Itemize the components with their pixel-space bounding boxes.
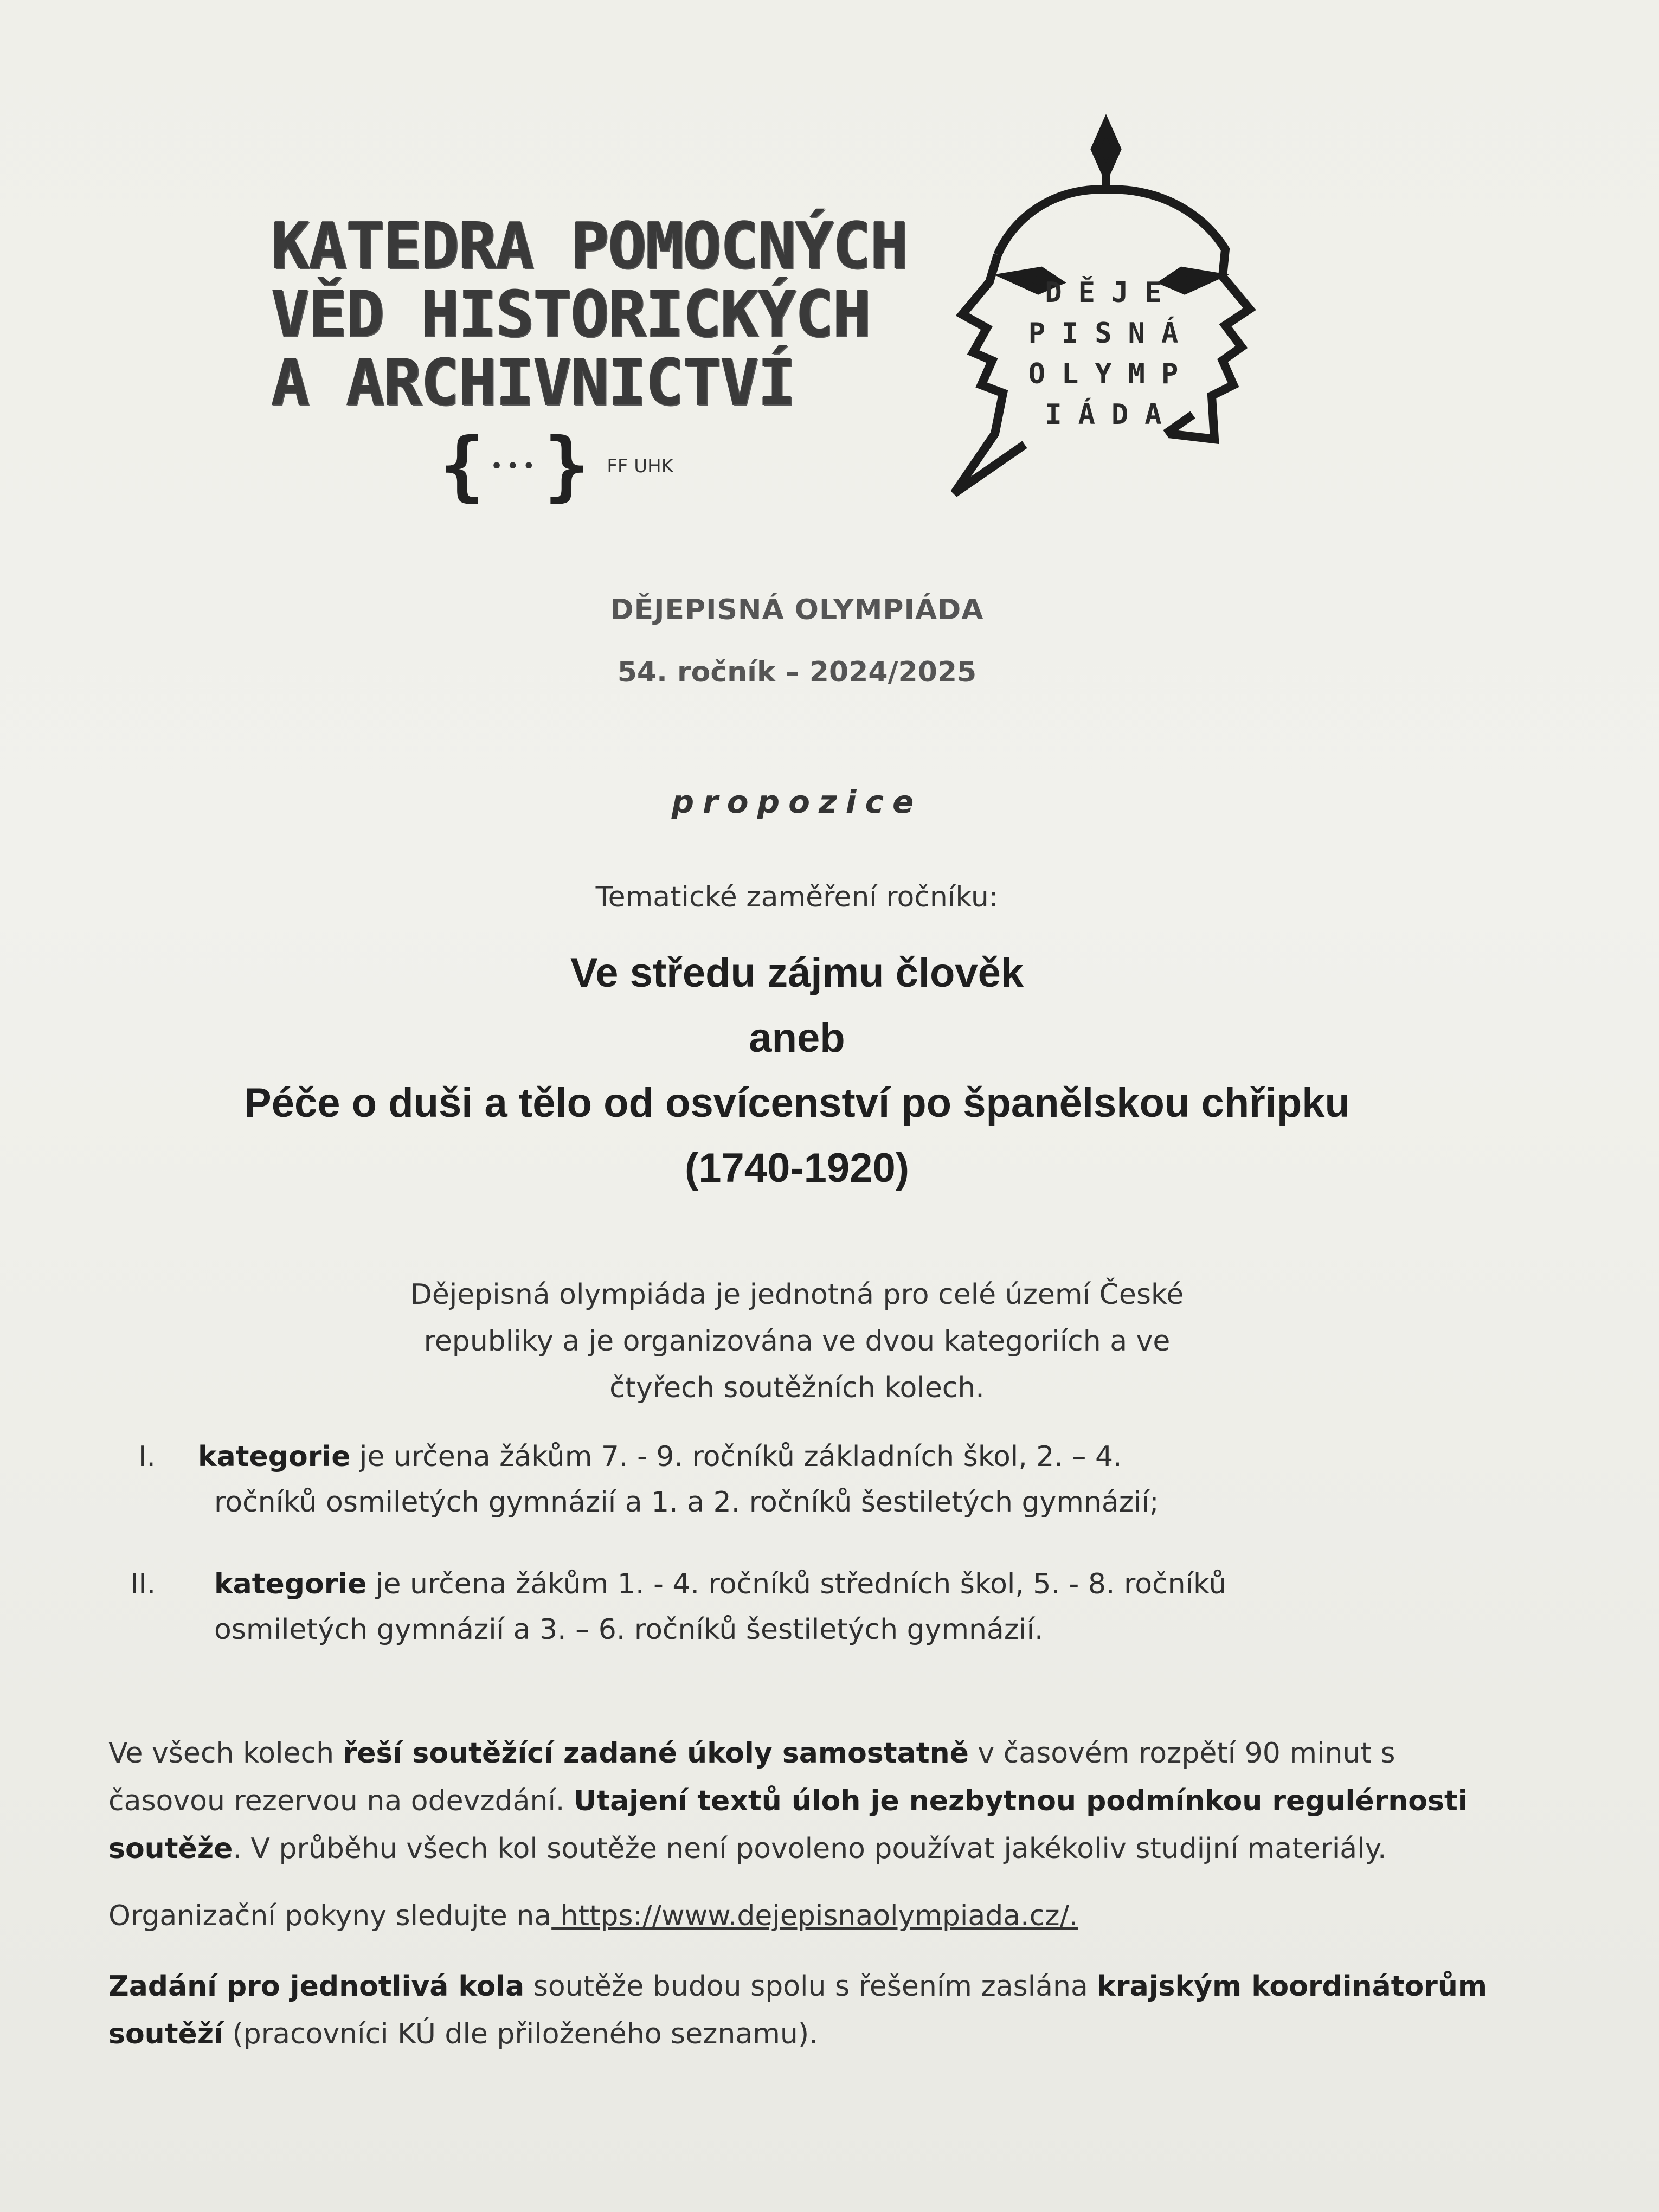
intro-line-1: Dějepisná olympiáda je jednotná pro celé území České bbox=[410, 1278, 1184, 1311]
department-logo bbox=[271, 208, 908, 510]
propozice-heading: propozice bbox=[671, 783, 923, 820]
assignment-paragraph: Zadání pro jednotlivá kola soutěže budou spolu s řešením zaslána krajským koordinátorům soutěží (pracovníci KÚ dle přiloženého seznamu). bbox=[108, 1970, 1488, 2050]
logo-line-3: A ARCHIVNICTVÍ bbox=[271, 345, 795, 420]
category-line-2: osmiletých gymnázií a 3. – 6. ročníků šestiletých gymnázií. bbox=[214, 1613, 1044, 1646]
logo-text-4: IÁDA bbox=[1045, 398, 1178, 431]
olympiad-title: DĚJEPISNÁ OLYMPIÁDA bbox=[610, 594, 984, 626]
category-item-2 bbox=[130, 1561, 1540, 1659]
theme-title-line-2: aneb bbox=[749, 1015, 845, 1061]
year-label: 54. ročník – 2024/2025 bbox=[617, 656, 977, 689]
category-bold-label: kategorie bbox=[214, 1568, 367, 1600]
category-number: I. bbox=[138, 1441, 156, 1473]
left-brace-icon: { bbox=[439, 422, 485, 510]
org-paragraph: Organizační pokyny sledujte na https://www.dejepisnaolympiada.cz/. bbox=[108, 1900, 1078, 1932]
logo-text-1: DĚJE bbox=[1045, 276, 1178, 309]
logo-text-2: PISNÁ bbox=[1028, 317, 1195, 350]
theme-title-line-3: Péče o duši a tělo od osvícenství po španělskou chřipku bbox=[244, 1080, 1350, 1126]
logo-text-3: OLYMP bbox=[1028, 358, 1195, 390]
olympiad-logo bbox=[922, 114, 1301, 504]
ff-uhk-label: FF UHK bbox=[607, 455, 674, 477]
category-line-1: kategorie je určena žákům 1. - 4. ročníků středních škol, 5. - 8. ročníků bbox=[214, 1568, 1227, 1600]
category-line-2: ročníků osmiletých gymnázií a 1. a 2. ročníků šestiletých gymnázií; bbox=[214, 1486, 1159, 1519]
category-line-1: kategorie je určena žákům 7. - 9. ročníků základních škol, 2. – 4. bbox=[198, 1441, 1122, 1473]
ff-uhk-mark bbox=[439, 422, 674, 510]
intro-line-2: republiky a je organizována ve dvou kategoriích a ve bbox=[423, 1325, 1171, 1358]
rules-paragraph: Ve všech kolech řeší soutěžící zadané úkoly samostatně v časovém rozpětí 90 minut s časovou rezervou na odevzdání. Utajení textů úloh je nezbytnou podmínkou regulérnosti soutěže. V průběhu všech kol soutěže není povoleno používat jakékoliv studijní materiály. bbox=[108, 1737, 1468, 1865]
category-bold-label: kategorie bbox=[198, 1441, 351, 1473]
intro-line-3: čtyřech soutěžních kolech. bbox=[609, 1372, 985, 1404]
dots-icon: ••• bbox=[490, 454, 539, 479]
category-item-1 bbox=[138, 1434, 1548, 1532]
category-number: II. bbox=[130, 1568, 156, 1600]
thematic-label: Tematické zaměření ročníku: bbox=[595, 881, 999, 914]
right-brace-icon: } bbox=[544, 422, 590, 510]
theme-title-line-4: (1740-1920) bbox=[684, 1145, 910, 1191]
theme-title-line-1: Ve středu zájmu člověk bbox=[570, 950, 1024, 996]
logo-line-1: KATEDRA POMOCNÝCH bbox=[271, 208, 908, 283]
logo-line-2: VĚD HISTORICKÝCH bbox=[271, 276, 870, 351]
website-link[interactable]: https://www.dejepisnaolympiada.cz/. bbox=[551, 1900, 1078, 1932]
head-profile-icon bbox=[922, 114, 1301, 504]
